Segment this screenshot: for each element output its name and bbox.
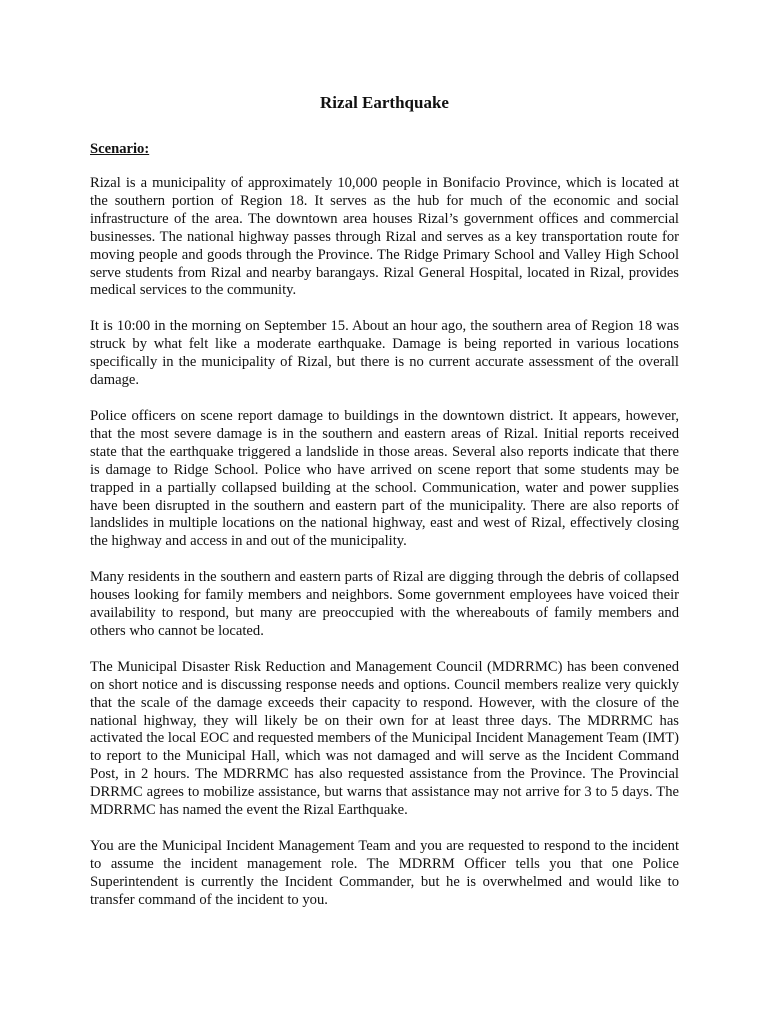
paragraph-residents: Many residents in the southern and eastern parts of Rizal are digging through the debris of collapsed houses looking for family members and neighbors. Some government employees have voiced their availability to respond, but many are preoccupied with the whereabouts of family members and others who cannot be located. bbox=[90, 569, 679, 639]
document-page bbox=[90, 92, 679, 928]
paragraph-mdrrmc: The Municipal Disaster Risk Reduction and Management Council (MDRRMC) has been convened on short notice and is discussing response needs and options. Council members realize very quickly that the scale of the damage exceeds their capacity to respond. However, with the closure of the national highway, they will likely be on their own for at least three days. The MDRRMC has activated the local EOC and requested members of the Municipal Incident Management Team (IMT) to report to the Municipal Hall, which was not damaged and will serve as the Incident Command Post, in 2 hours. The MDRRMC has also requested assistance from the Province. The Provincial DRRMC agrees to mobilize assistance, but warns that assistance may not arrive for 3 to 5 days. The MDRRMC has named the event the Rizal Earthquake. bbox=[90, 658, 679, 819]
section-heading-scenario: Scenario: bbox=[90, 141, 150, 157]
document-title: Rizal Earthquake bbox=[320, 93, 449, 112]
paragraph-overview: Rizal is a municipality of approximately 10,000 people in Bonifacio Province, which is located at the southern portion of Region 18. It serves as the hub for much of the economic and social infrastructure of the area. The downtown area houses Rizal’s government offices and commercial businesses. The national highway passes through Rizal and serves as a key transportation route for moving people and goods through the Province. The Ridge Primary School and Valley High School serve students from Rizal and nearby barangays. Rizal General Hospital, located in Rizal, provides medical services to the community. bbox=[90, 175, 679, 299]
paragraph-police-reports: Police officers on scene report damage to buildings in the downtown district. It appears, however, that the most severe damage is in the southern and eastern areas of Rizal. Initial reports received state that the earthquake triggered a landslide in those areas. Several also reports indicate that there is damage to Ridge School. Police who have arrived on scene report that some students may be trapped in a partially collapsed building at the school. Communication, water and power supplies have been disrupted in the southern and eastern part of the municipality. There are also reports of landslides in multiple locations on the national highway, east and west of Rizal, effectively closing the highway and access in and out of the municipality. bbox=[90, 407, 679, 550]
paragraph-event-time: It is 10:00 in the morning on September 15. About an hour ago, the southern area of Region 18 was struck by what felt like a moderate earthquake. Damage is being reported in various locations specifically in the municipality of Rizal, but there is no current accurate assessment of the overall damage. bbox=[90, 318, 679, 389]
paragraph-imt-request: You are the Municipal Incident Management Team and you are requested to respond to the incident to assume the incident management role. The MDRRM Officer tells you that one Police Superintendent is currently the Incident Commander, but he is overwhelmed and would like to transfer command of the incident to you. bbox=[90, 838, 679, 908]
